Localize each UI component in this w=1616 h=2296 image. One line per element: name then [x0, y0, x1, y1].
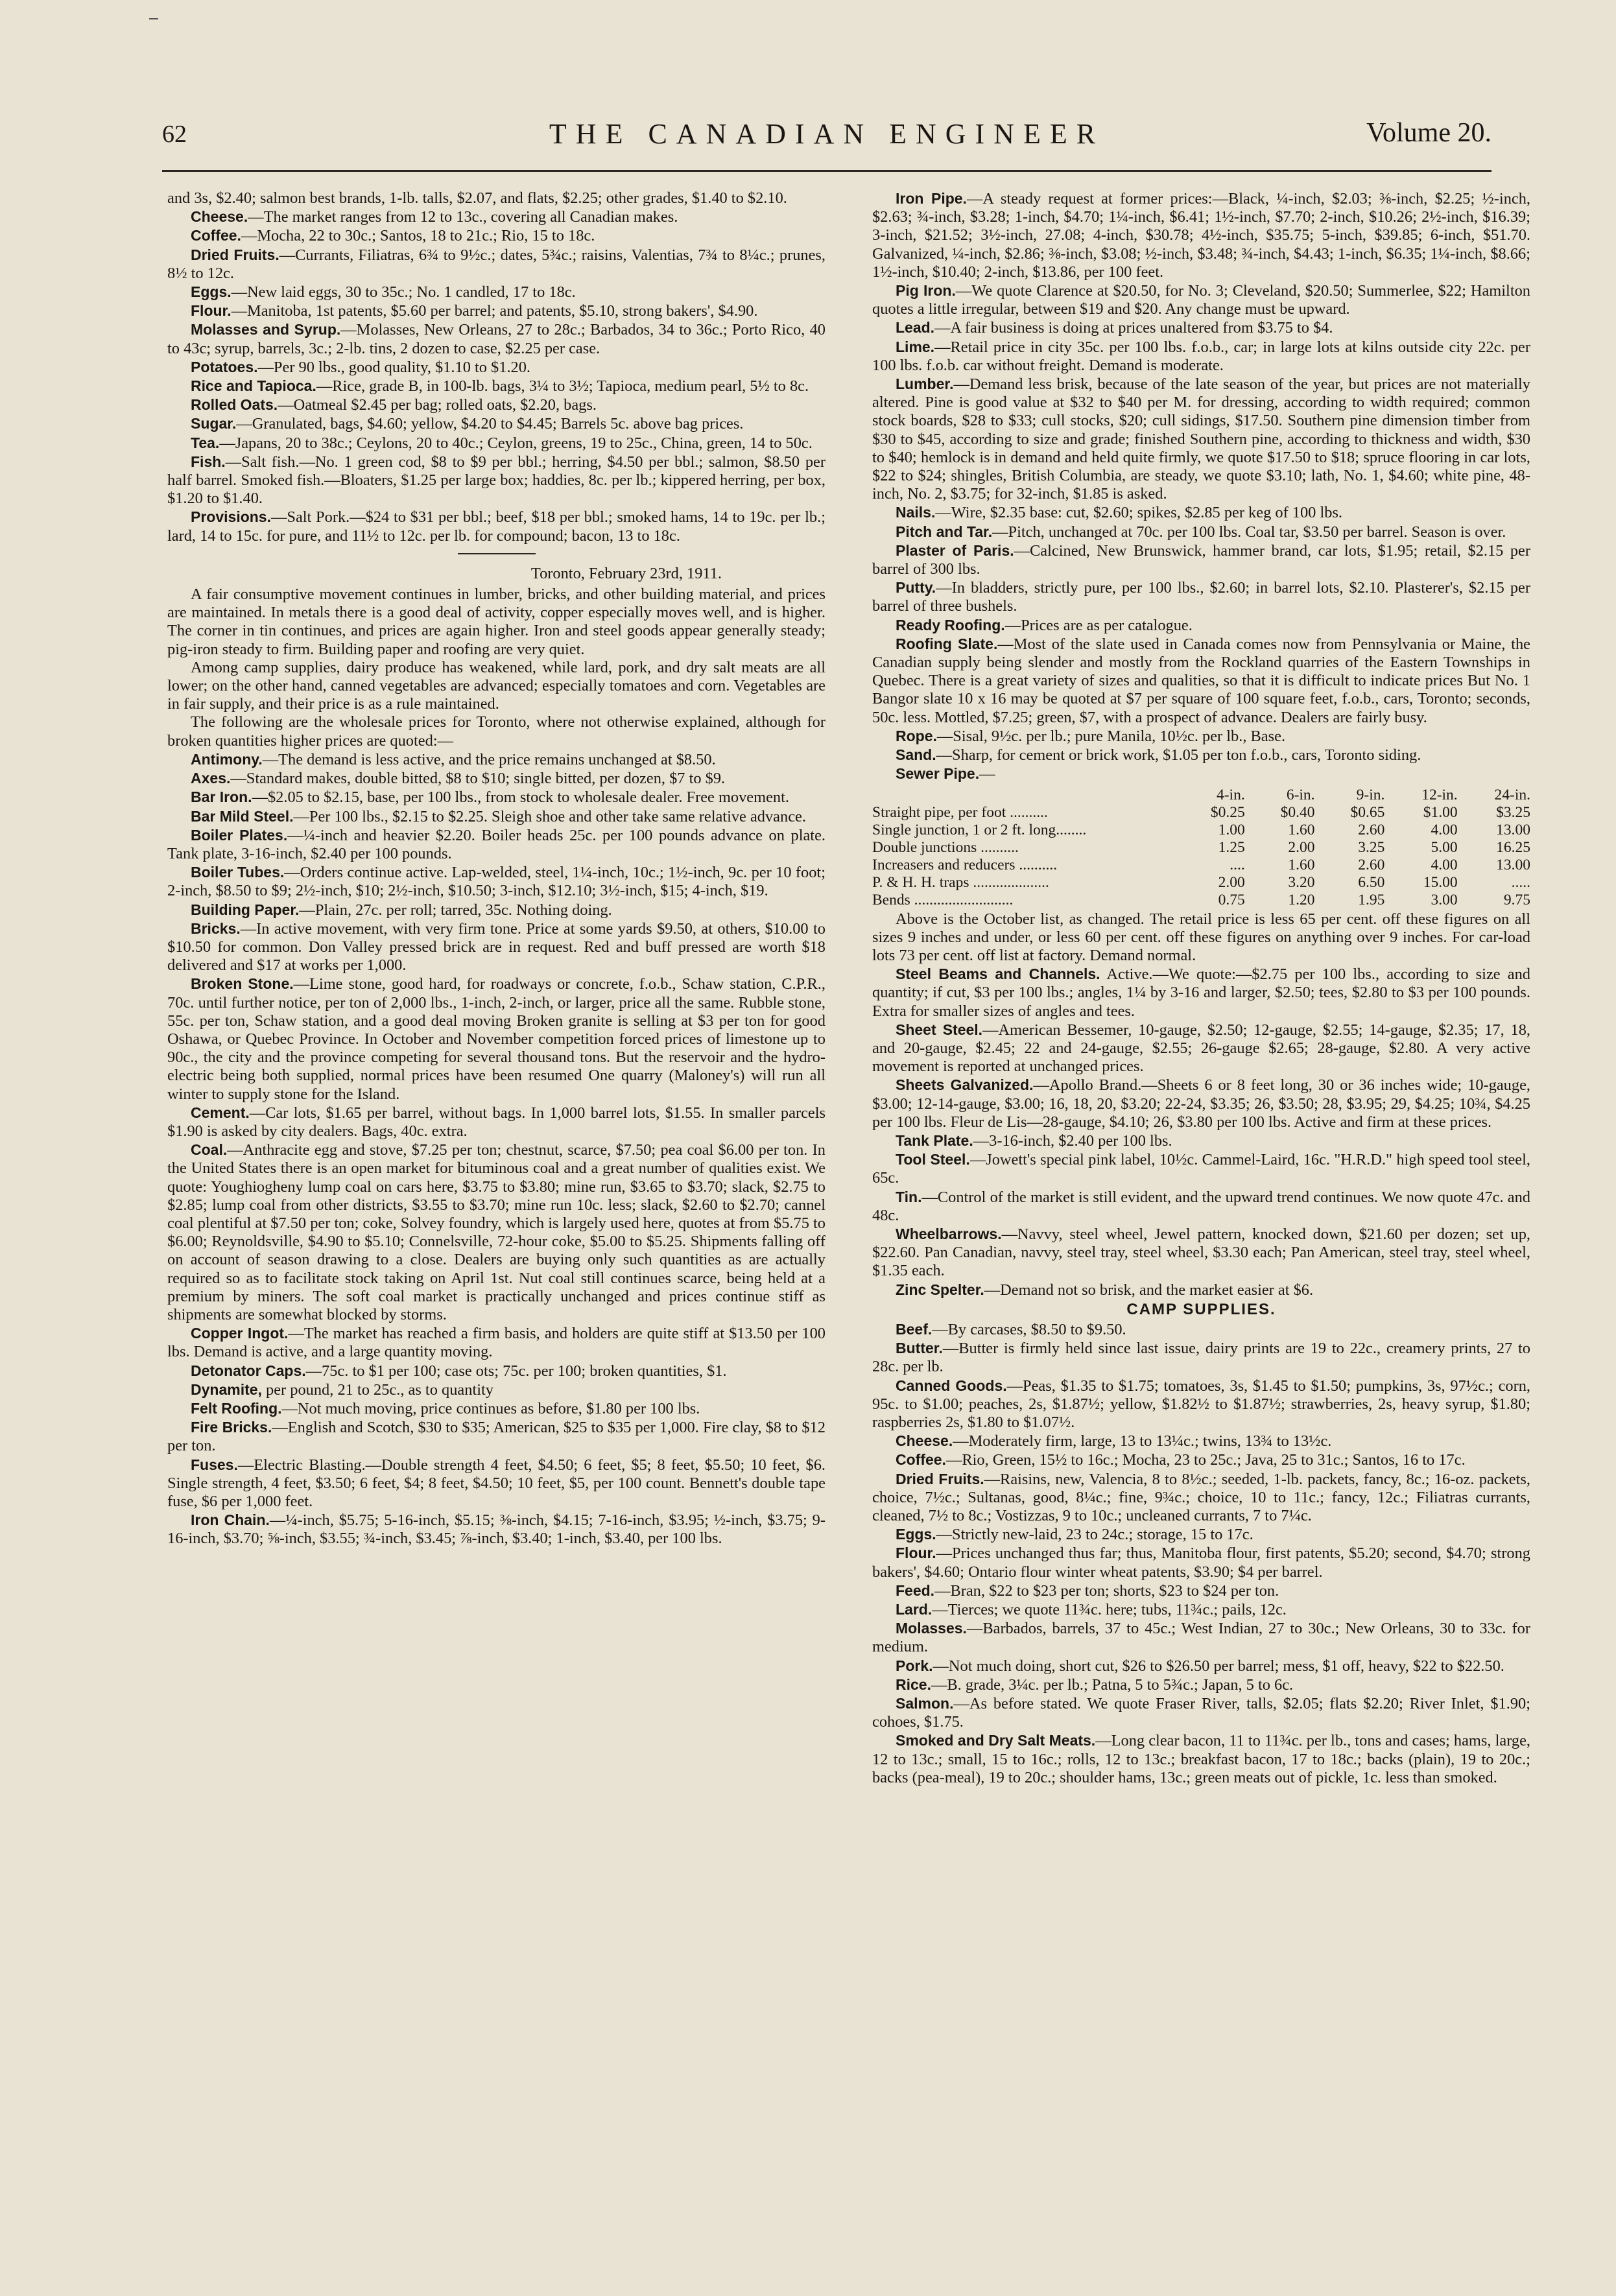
market-item — [167, 1362, 826, 1380]
table-cell: 3.25 — [1358, 838, 1385, 856]
table-cell: 1.00 — [1218, 821, 1245, 838]
item-heading: Lead. — [896, 319, 935, 337]
item-text: —Jowett's special pink label, 10½c. Cammel-Laird, 16c. "H.R.D." high speed tool steel, 65c. — [872, 1151, 1530, 1187]
table-row — [872, 839, 1530, 857]
item-heading: Eggs. — [896, 1526, 936, 1543]
market-item — [167, 1380, 826, 1399]
market-item — [167, 358, 826, 377]
item-text: per pound, 21 to 25c., as to quantity — [261, 1380, 493, 1399]
item-text: —Salt fish.—No. 1 green cod, $8 to $9 per bbl.; herring, $4.50 per bbl.; salmon, $8.50 per half barrel. Smoked fish.—Bloaters, $1.25 per large box; haddies, 8c. per lb.; kippered herring, per box, $1.20 to $1.40. — [167, 453, 826, 508]
item-heading: Building Paper. — [191, 901, 300, 918]
item-text: —Lime stone, good hard, for roadways or concrete, f.o.b., Schaw station, C.P.R., 70c. until further notice, per ton of 2,000 lbs., 1-inch, 2-inch, or larger, price all the same. Rubble stone, 55c. per ton, Schaw station, and a good deal moving Broken granite is selling at $3 per ton for good Oshawa, or Quebec Province. In October and November competition forced prices of limestone up to 90c., the city and the province competing for several thousand tons. But the reservoir and the hydro-electric being both supplied, normal prices have been resumed One quarry (Maloney's) will run all winter to supply stone for the Island. — [167, 975, 826, 1103]
item-heading: Tin. — [896, 1188, 922, 1205]
table-cell: $0.25 — [1210, 803, 1245, 821]
item-text: —Most of the slate used in Canada comes now from Pennsylvania or Maine, the Canadian supply being slender and mostly from the Rockland quarries of the Eastern Townships in Quebec. There is a great variety of sizes and qualities, so that it is difficult to indicate prices But No. 1 Bangor slate 10 x 16 may be quoted at $7 per square of 100 square feet, f.o.b., cars, Toronto; seconds, 50c. less. Mottled, $7.25; green, $7, with a prospect of advance. Dealers are fairly busy. — [872, 635, 1530, 726]
item-text: —American Bessemer, 10-gauge, $2.50; 12-gauge, $2.55; 14-gauge, $2.35; 17, 18, and 20-gauge, $2.45; 22 and 24-gauge, $2.55; 26-gauge $2.65; 28-gauge, $2.80. A very active movement is reported at unchanged prices. — [872, 1021, 1530, 1076]
item-heading: Dynamite, — [191, 1380, 262, 1398]
item-heading: Lard. — [896, 1601, 933, 1618]
item-heading: Steel Beams and Channels. — [896, 965, 1100, 983]
market-item — [872, 541, 1530, 578]
table-cell: 2.60 — [1358, 821, 1385, 838]
market-item — [872, 635, 1530, 727]
item-heading: Zinc Spelter. — [896, 1281, 984, 1298]
market-item — [167, 377, 826, 396]
item-heading: Fire Bricks. — [191, 1419, 272, 1436]
market-item — [167, 207, 826, 226]
table-row — [872, 804, 1530, 822]
item-text: — — [979, 765, 995, 783]
table-cell: 2.60 — [1358, 856, 1385, 873]
table-cell: 0.75 — [1218, 891, 1245, 908]
table-cell: 5.00 — [1431, 838, 1458, 856]
item-text: —75c. to $1 per 100; case ots; 75c. per 100; broken quantities, $1. — [305, 1362, 727, 1380]
item-heading: Axes. — [191, 770, 231, 787]
item-heading: Cheese. — [896, 1432, 953, 1450]
market-item — [872, 1544, 1530, 1581]
item-text: —Electric Blasting.—Double strength 4 feet, $4.50; 6 feet, $5; 8 feet, $5.50; 10 feet, $6. Single strength, 4 feet, $3.50; 6 feet, $4; 8 feet, $4.50; 10 feet, $5, per 100 count. Bennett's double tape fuse, $6 per 1,000 feet. — [167, 1456, 826, 1511]
left-top-section — [167, 189, 826, 545]
table-cell: 1.60 — [1288, 821, 1315, 838]
market-item — [167, 919, 826, 975]
item-text: —Oatmeal $2.45 per bag; rolled oats, $2.20, bags. — [278, 396, 597, 414]
market-item — [167, 901, 826, 919]
item-heading: Putty. — [896, 579, 936, 597]
item-heading: Rolled Oats. — [191, 396, 278, 414]
market-item — [872, 1470, 1530, 1526]
item-text: —Per 100 lbs., $2.15 to $2.25. Sleigh shoe and other take same relative advance. — [293, 807, 806, 825]
item-heading: Dried Fruits. — [896, 1470, 984, 1487]
section-divider — [458, 553, 536, 554]
item-text: —Per 90 lbs., good quality, $1.10 to $1.20. — [257, 358, 531, 376]
table-cell: 3.00 — [1431, 891, 1458, 908]
item-heading: Roofing Slate. — [896, 635, 998, 652]
item-heading: Sheets Galvanized. — [896, 1076, 1034, 1094]
item-text: and 3s, $2.40; salmon best brands, 1-lb. talls, $2.07, and flats, $2.25; other grades, $1.40 to $2.10. — [167, 189, 787, 207]
item-text: —The demand is less active, and the price remains unchanged at $8.50. — [262, 750, 716, 768]
market-item — [167, 826, 826, 863]
item-text: —Not much moving, price continues as before, $1.80 per 100 lbs. — [281, 1400, 700, 1417]
page-header — [162, 120, 1491, 159]
market-item — [872, 189, 1530, 281]
item-heading: Iron Pipe. — [896, 190, 967, 207]
table-cell: 2.00 — [1218, 873, 1245, 891]
table-cell: 4.00 — [1431, 821, 1458, 838]
market-item — [872, 1377, 1530, 1432]
item-heading: Beef. — [896, 1320, 933, 1338]
table-cell: 1.25 — [1218, 838, 1245, 856]
sewer-pipe-table — [872, 787, 1530, 909]
item-text: —Manitoba, 1st patents, $5.60 per barrel; and patents, $5.10, strong bakers', $4.90. — [231, 302, 758, 320]
column-header: 4-in. — [1216, 786, 1245, 803]
item-heading: Potatoes. — [191, 358, 258, 375]
row-label: P. & H. H. traps .................... — [872, 873, 1049, 891]
item-heading: Sheet Steel. — [896, 1021, 983, 1038]
market-item — [167, 750, 826, 769]
market-item — [167, 1104, 826, 1141]
market-item — [167, 396, 826, 414]
dateline: Toronto, February 23rd, 1911. — [530, 564, 722, 582]
item-text: —As before stated. We quote Fraser River, talls, $2.05; flats $2.20; River Inlet, $1.90; cohoes, $1.75. — [872, 1695, 1530, 1731]
market-item — [167, 434, 826, 453]
item-heading: Cement. — [191, 1104, 250, 1121]
table-cell: 3.20 — [1288, 873, 1315, 891]
table-cell: $3.25 — [1496, 803, 1530, 821]
item-heading: Rice. — [896, 1675, 931, 1693]
market-item — [167, 283, 826, 302]
table-cell: 13.00 — [1496, 856, 1530, 873]
market-item — [872, 764, 1530, 783]
market-item — [872, 1339, 1530, 1376]
item-heading: Bricks. — [191, 919, 241, 937]
item-heading: Pitch and Tar. — [896, 523, 993, 540]
item-text: —$2.05 to $2.15, base, per 100 lbs., from stock to wholesale dealer. Free movement. — [252, 788, 790, 807]
item-text: —Demand not so brisk, and the market easier at $6. — [984, 1281, 1314, 1299]
market-item — [167, 1418, 826, 1455]
item-heading: Antimony. — [191, 750, 263, 768]
item-text: —Barbados, barrels, 37 to 45c.; West Indian, 27 to 30c.; New Orleans, 30 to 33c. for medium. — [872, 1620, 1530, 1656]
row-label: Bends .......................... — [872, 891, 1014, 908]
item-text: —Plain, 27c. per roll; tarred, 35c. Nothing doing. — [299, 901, 612, 919]
market-item — [167, 769, 826, 788]
market-item — [872, 1432, 1530, 1450]
item-text: —Anthracite egg and stove, $7.25 per ton; chestnut, scarce, $7.50; pea coal $6.00 per ton. In the United States there is an open market for bituminous coal and a great number of qualities exist. We quote: Youghiogheny lump coal on cars here, $3.75 to $3.80; mine run, $3.65 to $3.70; slack, $2.75 to $2.85; lump coal from other districts, $3.55 to $3.70; mine run 10c. less; slack, $2.60 to $2.70; cannel coal plentiful at $7.50 per ton; coke, Solvey foundry, which is largely used here, quotes at from $5.75 to $6.00; Reynoldsville, $4.90 to $5.10; Connelsville, 72-hour coke, $5.00 to $5.25. Shipments falling off on account of season drawing to a close. Dealers are buying only such quantities as are actually required so as to facilitate stock taking on April 1st. Nut coal still continues scarce, being held at a premium by miners. The soft coal market is practically unchanged and prices continue stiff as shipments are somewhat blocked by storms. — [167, 1141, 826, 1323]
table-cell: $0.65 — [1350, 803, 1385, 821]
market-item — [167, 1324, 826, 1361]
row-label: Double junctions .......... — [872, 838, 1019, 856]
item-heading: Tea. — [191, 434, 220, 451]
camp-supplies-section — [872, 1320, 1530, 1787]
column-header: 24-in. — [1494, 786, 1530, 803]
item-text: —Prices are as per catalogue. — [1004, 616, 1193, 634]
market-item — [167, 1511, 826, 1548]
table-cell: .... — [1230, 856, 1245, 873]
market-item — [872, 578, 1530, 615]
left-column — [167, 189, 826, 1548]
item-heading: Cheese. — [191, 208, 248, 226]
table-cell: $0.40 — [1280, 803, 1315, 821]
market-item — [167, 246, 826, 283]
item-heading: Dried Fruits. — [191, 246, 279, 263]
table-cell: $1.00 — [1423, 803, 1458, 821]
market-item — [872, 1225, 1530, 1281]
item-text: —Sharp, for cement or brick work, $1.05 per ton f.o.b., cars, Toronto siding. — [936, 746, 1421, 764]
left-bottom-section — [167, 586, 826, 1548]
market-item — [872, 1131, 1530, 1150]
item-heading: Tool Steel. — [896, 1151, 970, 1168]
item-text: —Salt Pork.—$24 to $31 per bbl.; beef, $18 per bbl.; smoked hams, 14 to 19c. per lb.; lard, 14 to 15c. for pure, and 11½ to 12c. per lb. for compound; bacon, 13 to 18c. — [167, 508, 826, 545]
item-heading: Ready Roofing. — [896, 616, 1005, 633]
item-text: —Retail price in city 35c. per 100 lbs. f.o.b., car; in large lots at kilns outside city 22c. per 100 lbs. f.o.b. car without freight. Demand is moderate. — [872, 338, 1530, 374]
column-header: 6-in. — [1286, 786, 1315, 803]
table-row — [872, 822, 1530, 839]
item-heading: Sugar. — [191, 415, 237, 432]
item-heading: Coffee. — [896, 1451, 946, 1469]
market-item — [872, 1450, 1530, 1469]
item-heading: Rope. — [896, 727, 937, 744]
market-item — [872, 965, 1530, 1021]
item-heading: Sewer Pipe. — [896, 765, 980, 783]
market-item — [872, 746, 1530, 764]
market-item — [872, 318, 1530, 337]
item-text: —New laid eggs, 30 to 35c.; No. 1 candled, 17 to 18c. — [231, 283, 576, 302]
market-item — [872, 1675, 1530, 1694]
item-heading: Lime. — [896, 338, 935, 355]
item-heading: Coffee. — [191, 227, 241, 244]
item-heading: Broken Stone. — [191, 975, 294, 993]
item-text: —Tierces; we quote 11¾c. here; tubs, 11¾c.; pails, 12c. — [932, 1601, 1287, 1619]
table-cell: 15.00 — [1423, 873, 1458, 891]
item-text: —Standard makes, double bitted, $8 to $10; single bitted, per dozen, $7 to $9. — [230, 770, 726, 788]
item-text: —Strictly new-laid, 23 to 24c.; storage, 15 to 17c. — [936, 1526, 1254, 1544]
market-item — [872, 1188, 1530, 1225]
item-text: —Moderately firm, large, 13 to 13¼c.; twins, 13¾ to 13½c. — [953, 1432, 1332, 1450]
market-item — [872, 1076, 1530, 1131]
item-text: —Not much doing, short cut, $26 to $26.50 per barrel; mess, $1 off, heavy, $22 to $22.50. — [933, 1657, 1504, 1675]
item-heading: Bar Mild Steel. — [191, 807, 294, 825]
table-corner — [872, 787, 1175, 804]
item-heading: Nails. — [896, 504, 936, 521]
item-text: Active.—We quote:—$2.75 per 100 lbs., according to size and quantity; if cut, $3 per 100 lbs.; angles, 1¼ by 3-16 and larger, $2.50; tees, $2.80 to $3 per 100 pounds. Extra for smaller sizes of angles and tees. — [872, 965, 1530, 1020]
header-rule — [162, 170, 1491, 172]
market-item — [872, 1525, 1530, 1544]
item-text: —Rice, grade B, in 100-lb. bags, 3¼ to 3½; Tapioca, medium pearl, 5½ to 8c. — [316, 377, 809, 396]
item-heading: Lumber. — [896, 375, 954, 393]
market-item — [167, 189, 826, 207]
market-item — [872, 1731, 1530, 1787]
market-item — [872, 281, 1530, 318]
market-item — [872, 910, 1530, 965]
item-heading: Tank Plate. — [896, 1131, 973, 1149]
item-text: —Apollo Brand.—Sheets 6 or 8 feet long, 30 or 36 inches wide; 10-gauge, $3.00; 12-14-gauge, $3.00; 16, 18, 20, $3.20; 22-24, $3.35; 26, $3.50; 28, $3.95; 29, $4.25; 10¾, $4.25 per 100 lbs. Fleur de Lis—28-gauge, $4.10; 26, $3.80 per 100 lbs. Active and firm at these prices. — [872, 1076, 1530, 1131]
item-heading: Eggs. — [191, 283, 232, 301]
market-item — [872, 1694, 1530, 1731]
item-text: —Orders continue active. Lap-welded, steel, 1¼-inch, 10c.; 1½-inch, 9c. per 10 foot; 2-inch, $8.50 to $9; 2½-inch, $10; 2½-inch, $10.50; 3-inch, $12.10; 3½-inch, $15; 4-inch, $19. — [167, 864, 826, 900]
market-item — [872, 503, 1530, 522]
table-cell: 9.75 — [1503, 891, 1530, 908]
item-heading: Boiler Plates. — [191, 826, 288, 844]
market-item — [872, 375, 1530, 503]
item-text: —In bladders, strictly pure, per 100 lbs., $2.60; in barrel lots, $2.10. Plasterer's, $2.15 per barrel of three bushels. — [872, 579, 1530, 615]
item-text: —In active movement, with very firm tone. Price at some yards $9.50, at others, $10.00 to $10.50 for common. Don Valley pressed brick are in request. Red and buff pressed are worth $18 delivered and $17 at works per 1,000. — [167, 919, 826, 975]
table-cell: 1.20 — [1288, 891, 1315, 908]
item-text: —Wire, $2.35 base: cut, $2.60; spikes, $2.85 per keg of 100 lbs. — [935, 504, 1343, 522]
table-cell: 4.00 — [1431, 856, 1458, 873]
item-heading: Smoked and Dry Salt Meats. — [896, 1732, 1096, 1749]
item-text: —Peas, $1.35 to $1.75; tomatoes, 3s, $1.45 to $1.50; pumpkins, 3s, 97½c.; corn, 95c. to $1.00; peaches, 2s, $1.87½; yellow, $1.82½ to $1.87½; strawberries, 2s, heavy syrup, $1.80; raspberries 2s, $1.80 to $1.07½. — [872, 1377, 1531, 1431]
item-text: —Pitch, unchanged at 70c. per 100 lbs. Coal tar, $3.50 per barrel. Season is over. — [992, 523, 1506, 541]
item-text: —¼-inch and heavier $2.20. Boiler heads 25c. per 100 pounds advance on plate. Tank plate, 3-16-inch, $2.40 per 100 pounds. — [167, 826, 826, 862]
item-text: —English and Scotch, $30 to $35; American, $25 to $35 per 1,000. Fire clay, $8 to $12 per ton. — [167, 1419, 826, 1455]
table-cell: 1.95 — [1358, 891, 1385, 908]
item-text: —Navvy, steel wheel, Jewel pattern, knocked down, $21.60 per dozen; set up, $22.60. Pan Canadian, navvy, steel tray, steel wheel, $3.30 each; Pan American, steel tray, steel wheel, $1.35 each. — [872, 1225, 1530, 1280]
market-item — [167, 226, 826, 245]
item-text: —Bran, $22 to $23 per ton; shorts, $23 to $24 per ton. — [934, 1581, 1279, 1600]
item-heading: Felt Roofing. — [191, 1400, 282, 1417]
table-cell: ..... — [1511, 873, 1530, 891]
market-item — [167, 713, 826, 750]
item-heading: Salmon. — [896, 1695, 954, 1712]
item-text: —Sisal, 9½c. per lb.; pure Manila, 10½c. per lb., Base. — [936, 727, 1286, 745]
row-label: Straight pipe, per foot .......... — [872, 803, 1048, 821]
market-item — [167, 453, 826, 508]
item-text: —Granulated, bags, $4.60; yellow, $4.20 to $4.45; Barrels 5c. above bag prices. — [236, 415, 744, 433]
right-column — [872, 189, 1530, 1787]
market-item — [167, 788, 826, 807]
item-heading: Plaster of Paris. — [896, 541, 1014, 559]
market-item — [872, 1581, 1530, 1600]
item-text: —Rio, Green, 15½ to 16c.; Mocha, 23 to 25c.; Java, 25 to 31c.; Santos, 16 to 17c. — [945, 1451, 1466, 1469]
item-text: —A steady request at former prices:—Black, ¼-inch, $2.03; ⅜-inch, $2.25; ½-inch, $2.63; ¾-inch, $3.28; 1-inch, $4.70; 1¼-inch, $6.41; 1½-inch, $7.70; 2-inch, $10.26; 2½-inch, $16.39; 3-inch, $21.52; 3½-inch, 27.08; 4-inch, $30.78; 4½-inch, $35.75; 5-inch, $39.85; 6-inch, $51.70. Galvanized, ¼-inch, $2.86; ⅜-inch, $3.08; ½-inch, $3.48; ¾-inch, $4.43; 1-inch, $6.35; 1¼-inch, $8.66; 1½-inch, $10.40; 2-inch, $13.86, per 100 feet. — [872, 190, 1531, 281]
table-cell: 6.50 — [1358, 873, 1385, 891]
market-item — [167, 659, 826, 714]
item-text: —Control of the market is still evident, and the upward trend continues. We now quote 47c. and 48c. — [872, 1188, 1530, 1224]
table-row — [872, 892, 1530, 909]
item-text: —Japans, 20 to 38c.; Ceylons, 20 to 40c.; Ceylon, greens, 19 to 25c., China, green, 14 to 50c. — [219, 434, 813, 452]
item-heading: Pork. — [896, 1657, 933, 1674]
market-item — [872, 523, 1530, 541]
market-item — [872, 1600, 1530, 1619]
item-text: —The market ranges from 12 to 13c., covering all Canadian makes. — [248, 208, 678, 226]
journal-title: THE CANADIAN ENGINEER — [549, 118, 1105, 150]
market-item — [872, 1320, 1530, 1339]
item-heading: Detonator Caps. — [191, 1362, 306, 1379]
right-top-section — [872, 189, 1530, 784]
item-text: —3-16-inch, $2.40 per 100 lbs. — [973, 1131, 1172, 1150]
market-item — [167, 586, 826, 659]
item-heading: Canned Goods. — [896, 1377, 1007, 1394]
item-heading: Coal. — [191, 1141, 228, 1159]
table-row — [872, 874, 1530, 892]
item-heading: Molasses and Syrup. — [191, 321, 341, 338]
table-cell: 2.00 — [1288, 838, 1315, 856]
item-heading: Wheelbarrows. — [896, 1225, 1002, 1242]
table-row — [872, 857, 1530, 874]
market-item — [872, 1150, 1530, 1187]
market-item — [167, 807, 826, 826]
row-label: Single junction, 1 or 2 ft. long........ — [872, 821, 1087, 838]
market-item — [167, 320, 826, 357]
item-heading: Feed. — [896, 1581, 935, 1599]
item-text: —The market has reached a firm basis, and holders are quite stiff at $13.50 per 100 lbs. Demand is active, and a large quantity moving. — [167, 1325, 826, 1361]
item-heading: Pig Iron. — [896, 282, 956, 300]
table-header-row — [872, 787, 1530, 804]
item-text: —Raisins, new, Valencia, 8 to 8½c.; seeded, 1-lb. packets, fancy, 8c.; 16-oz. packets, choice, 7½c.; Sultanas, good, 8¼c.; fine, 9¾c.; choice, 10 to 11c.; fancy, 12c.; Filiatras currants, cleaned, 7½ to 8c.; Vostizzas, 9 to 10c.; uncleaned currants, 7 to 7¼c. — [872, 1470, 1531, 1524]
item-heading: Copper Ingot. — [191, 1325, 289, 1342]
item-heading: Provisions. — [191, 508, 271, 526]
item-heading: Flour. — [896, 1544, 936, 1562]
market-item — [872, 616, 1530, 635]
item-heading: Butter. — [896, 1340, 943, 1357]
camp-supplies-heading: CAMP SUPPLIES. — [1126, 1300, 1276, 1318]
item-text: The following are the wholesale prices for Toronto, where not otherwise explained, although for broken quantities higher prices are quoted:— — [167, 713, 826, 750]
item-heading: Rice and Tapioca. — [191, 377, 316, 395]
item-heading: Sand. — [896, 746, 936, 764]
market-item — [872, 727, 1530, 746]
right-mid-section — [872, 910, 1530, 1299]
item-heading: Fuses. — [191, 1456, 238, 1473]
market-item — [872, 1657, 1530, 1675]
table-cell: 1.60 — [1288, 856, 1315, 873]
item-heading: Bar Iron. — [191, 788, 252, 806]
item-text: —Molasses, New Orleans, 27 to 28c.; Barbados, 34 to 36c.; Porto Rico, 40 to 43c; syrup, barrels, 3c.; 2-lb. tins, 2 dozen to case, $2.25 per case. — [167, 321, 826, 357]
column-header: 9-in. — [1356, 786, 1385, 803]
market-item — [167, 1399, 826, 1418]
item-text: —Calcined, New Brunswick, hammer brand, car lots, $1.95; retail, $2.15 per barrel of 300 lbs. — [872, 541, 1531, 578]
item-text: —A fair business is doing at prices unaltered from $3.75 to $4. — [934, 319, 1333, 337]
volume-label: Volume 20. — [1366, 118, 1491, 148]
market-item — [872, 1619, 1530, 1656]
item-text: —¼-inch, $5.75; 5-16-inch, $5.15; ⅜-inch, $4.15; 7-16-inch, $3.95; ½-inch, $3.75; 9-16-inch, $3.70; ⅝-inch, $3.55; ¾-inch, $3.45; ⅞-inch, $3.40; 1-inch, $3.40, per 100 lbs. — [167, 1511, 826, 1548]
market-item — [167, 1456, 826, 1511]
item-heading: Iron Chain. — [191, 1511, 270, 1529]
item-text: —Currants, Filiatras, 6¾ to 9½c.; dates, 5¾c.; raisins, Valentias, 7¾ to 8¼c.; prunes, 8½ to 12c. — [167, 246, 826, 282]
item-heading: Flour. — [191, 302, 232, 320]
market-item — [167, 975, 826, 1103]
item-text: —By carcases, $8.50 to $9.50. — [932, 1320, 1126, 1338]
page-number: 62 — [162, 121, 187, 148]
market-item — [872, 1281, 1530, 1299]
table-cell: 16.25 — [1496, 838, 1530, 856]
item-text: —Demand less brisk, because of the late season of the year, but prices are not materially altered. Pine is good value at $32 to $40 per M. for dressing, according to width required; common stock boards, $28 to $33; cull stocks, $20; cull sidings, $17.50. Southern pine dimension timber from $30 to $45, according to size and grade; finished Southern pine, according to thickness and width, $30 to $40; hemlock is in demand and held quite firmly, we quote $17.50 to $18; spruce flooring in car lots, $22 to $24; shingles, British Columbia, are steady, we quote $3.10; lath, No. 1, $4.60; white pine, 48-inch, No. 2, $3.75; for 32-inch, $1.85 is asked. — [872, 375, 1530, 503]
item-text: A fair consumptive movement continues in lumber, bricks, and other building material, and prices are maintained. In metals there is a good deal of activity, copper especially moves well, and is higher. The corner in tin continues, and prices are again higher. Iron and steel goods appear generally steady; pig-iron steady to firm. Building paper and roofing are very quiet. — [167, 586, 826, 658]
item-text: Among camp supplies, dairy produce has weakened, while lard, pork, and dry salt meats are all lower; on the other hand, canned vegetables are advanced; especially tomatoes and corn. Vegetables are in fair supply, and their price is as a rule maintained. — [167, 658, 826, 713]
market-item — [167, 508, 826, 545]
item-text: —We quote Clarence at $20.50, for No. 3; Cleveland, $20.50; Summerlee, $22; Hamilton quotes a little irregular, between $19 and $20. Any change must be upward. — [872, 282, 1530, 318]
item-text: —Butter is firmly held since last issue, dairy prints are 19 to 22c., creamery prints, 27 to 28c. per lb. — [872, 1340, 1530, 1376]
market-item — [167, 414, 826, 433]
table-cell: 13.00 — [1496, 821, 1530, 838]
item-heading: Fish. — [191, 453, 226, 470]
market-item — [872, 1021, 1530, 1076]
item-text: Above is the October list, as changed. The retail price is less 65 per cent. off these figures on all sizes 9 inches and under, or less 60 per cent. off these figures on anything over 9 inches. For car-load lots 73 per cent. off list at factory. Demand normal. — [872, 910, 1530, 964]
item-heading: Molasses. — [896, 1620, 967, 1637]
item-text: —Car lots, $1.65 per barrel, without bags. In 1,000 barrel lots, $1.55. In smaller parcels $1.90 is asked by city dealers. Bags, 40c. extra. — [167, 1104, 826, 1140]
margin-mark — [149, 18, 158, 19]
market-item — [167, 1141, 826, 1324]
market-item — [167, 302, 826, 320]
item-text: —Prices unchanged thus far; thus, Manitoba flour, first patents, $5.20; second, $4.70; strong bakers', $4.60; Ontario flour winter wheat patents, $3.90; $4 per barrel. — [872, 1544, 1530, 1581]
row-label: Increasers and reducers .......... — [872, 856, 1058, 873]
item-text: —Long clear bacon, 11 to 11¾c. per lb., tons and cases; hams, large, 12 to 13c.; small, 15 to 16c.; rolls, 12 to 13c.; breakfast bacon, 17 to 18c.; backs (plain), 19 to 20c.; backs (pea-meal), 19 to 20c.; shoulder hams, 13c.; green meats out of pickle, 1c. less than smoked. — [872, 1732, 1530, 1786]
item-heading: Boiler Tubes. — [191, 864, 285, 881]
market-item — [872, 338, 1530, 375]
column-header: 12-in. — [1421, 786, 1458, 803]
item-text: —Mocha, 22 to 30c.; Santos, 18 to 21c.; Rio, 15 to 18c. — [241, 227, 595, 245]
market-item — [167, 863, 826, 900]
item-text: —B. grade, 3¼c. per lb.; Patna, 5 to 5¾c.; Japan, 5 to 6c. — [931, 1675, 1294, 1694]
